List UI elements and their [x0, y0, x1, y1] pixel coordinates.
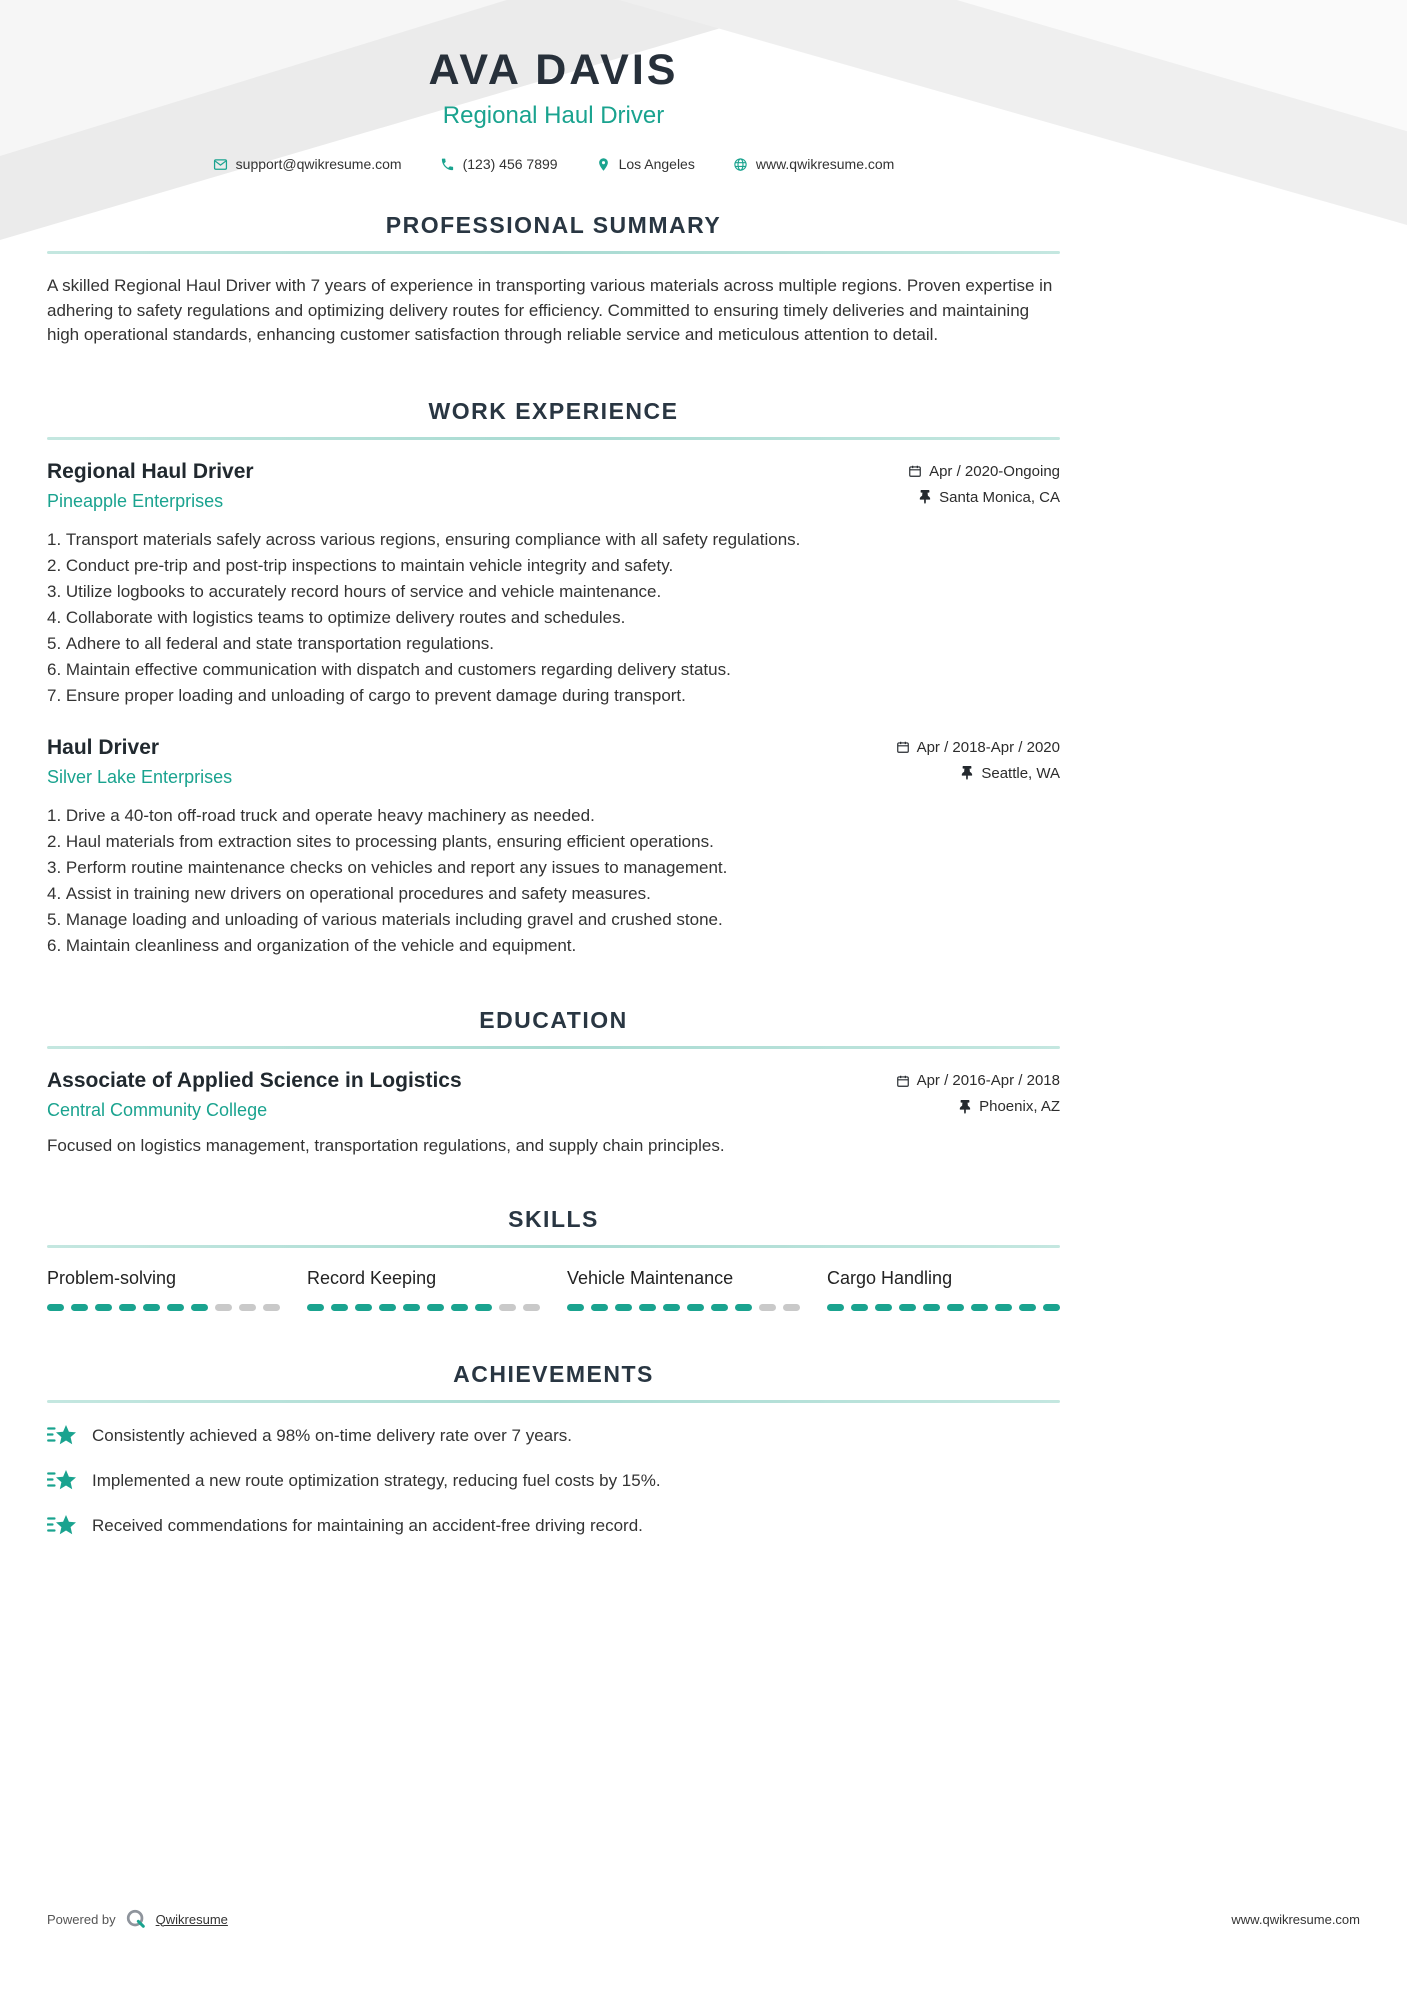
degree-title: Associate of Applied Science in Logistics [47, 1069, 462, 1093]
job-location [896, 765, 1060, 782]
shooting-star-icon [47, 1468, 77, 1493]
education-entry [47, 1069, 1060, 1156]
duty-list [47, 805, 1060, 958]
skill-bar-segment [735, 1304, 752, 1311]
skill-bar-segment [687, 1304, 704, 1311]
skill-bar-segment [783, 1304, 800, 1311]
section-divider [47, 251, 1060, 254]
duty-item: 1. Transport materials safely across various regions, ensuring compliance with all safety regulations. [47, 529, 1060, 551]
skill-bar-segment [355, 1304, 372, 1311]
skill-bar-segment [191, 1304, 208, 1311]
company-name: Silver Lake Enterprises [47, 766, 233, 787]
job-title-block [47, 736, 232, 788]
education-meta [896, 1069, 1060, 1124]
duty-item: 1. Drive a 40-ton off-road truck and operate heavy machinery as needed. [47, 805, 1060, 827]
skill-bar-segment [827, 1304, 844, 1311]
duty-item: 2. Conduct pre-trip and post-trip inspections to maintain vehicle integrity and safety. [47, 555, 1060, 577]
contact-phone [440, 156, 558, 172]
skill-bar-segment [475, 1304, 492, 1311]
skill-bar-segment [143, 1304, 160, 1311]
achievement-text: Implemented a new route optimization strategy, reducing fuel costs by 15%. [92, 1470, 661, 1490]
job-location-text: Santa Monica, CA [939, 488, 1060, 506]
page-footer [0, 1908, 1407, 1930]
education-title-block [47, 1069, 462, 1121]
skill-bar-segment [899, 1304, 916, 1311]
work-experience-heading: WORK EXPERIENCE [428, 397, 679, 424]
calendar-icon [896, 1074, 910, 1088]
skill-bar-segment [1019, 1304, 1036, 1311]
contact-email [213, 156, 402, 172]
pushpin-icon [918, 490, 932, 504]
duty-item: 4. Assist in training new drivers on operational procedures and safety measures. [47, 883, 1060, 905]
skill-bar-segment [451, 1304, 468, 1311]
job-meta [896, 736, 1060, 791]
section-divider [47, 1046, 1060, 1049]
skill-bar-segment [923, 1304, 940, 1311]
skill-bar-segment [523, 1304, 540, 1311]
skill-name: Problem-solving [47, 1268, 177, 1289]
section-education [47, 1007, 1060, 1156]
resume-content [47, 0, 1060, 1538]
skills-heading: SKILLS [508, 1206, 599, 1233]
shooting-star-icon [47, 1423, 77, 1448]
skill-bar-segment [947, 1304, 964, 1311]
summary-heading: PROFESSIONAL SUMMARY [385, 212, 722, 238]
duty-item: 3. Utilize logbooks to accurately record hours of service and vehicle maintenance. [47, 581, 1060, 603]
contact-phone-text: (123) 456 7899 [462, 156, 558, 172]
duty-item: 6. Maintain effective communication with dispatch and customers regarding delivery status. [47, 659, 1060, 681]
section-professional-summary [47, 212, 1060, 348]
footer-website: www.qwikresume.com [1231, 1911, 1360, 1927]
company-name: Pineapple Enterprises [47, 490, 224, 511]
resume-header [47, 46, 1060, 172]
skill-bar-segment [379, 1304, 396, 1311]
job-location-text: Seattle, WA [981, 764, 1060, 782]
education-dates [896, 1072, 1060, 1089]
achievement-item [47, 1468, 1060, 1493]
contact-location-text: Los Angeles [618, 156, 695, 172]
achievement-item [47, 1423, 1060, 1448]
education-location [896, 1098, 1060, 1115]
achievement-text: Received commendations for maintaining an accident-free driving record. [92, 1515, 643, 1535]
skill-bar-segment [995, 1304, 1012, 1311]
skills-grid [47, 1268, 1060, 1311]
skill-level-bar [827, 1304, 1060, 1311]
skill-bar-segment [759, 1304, 776, 1311]
skill-bar-segment [403, 1304, 420, 1311]
phone-icon [440, 157, 455, 172]
calendar-icon [908, 464, 922, 478]
duty-item: 4. Collaborate with logistics teams to optimize delivery routes and schedules. [47, 607, 1060, 629]
job-dates [896, 739, 1060, 756]
skill-bar-segment [851, 1304, 868, 1311]
job-dates [908, 463, 1060, 480]
skill-level-bar [47, 1304, 280, 1311]
job-title: Haul Driver [47, 735, 160, 759]
duty-list [47, 529, 1060, 708]
skill-bar-segment [711, 1304, 728, 1311]
powered-by-block [47, 1908, 228, 1930]
achievement-text: Consistently achieved a 98% on-time delivery rate over 7 years. [92, 1425, 573, 1445]
powered-by-label: Powered by [47, 1911, 116, 1927]
skill-bar-segment [615, 1304, 632, 1311]
qwikresume-link[interactable]: Qwikresume [155, 1911, 228, 1927]
job-entry [47, 460, 1060, 708]
duty-item: 2. Haul materials from extraction sites to processing plants, ensuring efficient operations. [47, 831, 1060, 853]
section-divider [47, 1400, 1060, 1403]
section-divider [47, 437, 1060, 440]
skill-bar-segment [331, 1304, 348, 1311]
contact-row [47, 156, 1060, 172]
job-meta [908, 460, 1060, 515]
skill-bar-segment [427, 1304, 444, 1311]
section-achievements [47, 1361, 1060, 1538]
summary-text: A skilled Regional Haul Driver with 7 years of experience in transporting various materials across multiple regions. Proven expertise in adhering to safety regulations and optimizing delivery routes for efficiency. Committed to ensuring timely deliveries and maintaining high operational standards, enhancing customer satisfaction through reliable service and meticulous attention to detail. [47, 276, 1053, 345]
job-dates-text: Apr / 2020-Ongoing [929, 462, 1060, 480]
section-work-experience [47, 398, 1060, 957]
contact-location [596, 156, 695, 172]
skill-vehicle-maintenance [567, 1268, 800, 1311]
skill-bar-segment [663, 1304, 680, 1311]
job-header [47, 736, 1060, 791]
skill-bar-segment [215, 1304, 232, 1311]
skill-bar-segment [875, 1304, 892, 1311]
education-heading: EDUCATION [479, 1007, 628, 1034]
skill-name: Cargo Handling [827, 1268, 953, 1289]
job-title-block [47, 460, 254, 512]
calendar-icon [896, 740, 910, 754]
education-header [47, 1069, 1060, 1124]
duty-item: 6. Maintain cleanliness and organization of the vehicle and equipment. [47, 935, 1060, 957]
skill-level-bar [567, 1304, 800, 1311]
skill-bar-segment [307, 1304, 324, 1311]
skill-name: Record Keeping [307, 1268, 437, 1289]
envelope-icon [213, 157, 228, 172]
qwikresume-logo [125, 1908, 147, 1930]
duty-item: 7. Ensure proper loading and unloading of cargo to prevent damage during transport. [47, 685, 1060, 707]
job-dates-text: Apr / 2018-Apr / 2020 [916, 738, 1060, 756]
skill-bar-segment [239, 1304, 256, 1311]
section-skills [47, 1206, 1060, 1311]
section-divider [47, 1245, 1060, 1248]
skill-bar-segment [95, 1304, 112, 1311]
skill-bar-segment [567, 1304, 584, 1311]
skill-level-bar [307, 1304, 540, 1311]
candidate-name: AVA DAVIS [428, 46, 679, 94]
achievements-heading: ACHIEVEMENTS [453, 1361, 654, 1388]
skill-problem-solving [47, 1268, 280, 1311]
skill-bar-segment [591, 1304, 608, 1311]
skill-bar-segment [119, 1304, 136, 1311]
shooting-star-icon [47, 1513, 77, 1538]
duty-item: 5. Adhere to all federal and state transportation regulations. [47, 633, 1060, 655]
education-location-text: Phoenix, AZ [979, 1098, 1060, 1116]
job-title: Regional Haul Driver [47, 459, 254, 483]
achievement-item [47, 1513, 1060, 1538]
job-header [47, 460, 1060, 515]
skill-bar-segment [47, 1304, 64, 1311]
education-description: Focused on logistics management, transportation regulations, and supply chain principles. [47, 1136, 725, 1156]
skill-bar-segment [971, 1304, 988, 1311]
globe-icon [733, 157, 748, 172]
contact-email-text: support@qwikresume.com [235, 156, 402, 172]
duty-item: 3. Perform routine maintenance checks on vehicles and report any issues to management. [47, 857, 1060, 879]
skill-bar-segment [1043, 1304, 1060, 1311]
pushpin-icon [960, 766, 974, 780]
skill-name: Vehicle Maintenance [567, 1268, 734, 1289]
school-name: Central Community College [47, 1100, 268, 1121]
skill-cargo-handling [827, 1268, 1060, 1311]
skill-bar-segment [71, 1304, 88, 1311]
contact-website-text: www.qwikresume.com [755, 156, 895, 172]
duty-item: 5. Manage loading and unloading of various materials including gravel and crushed stone. [47, 909, 1060, 931]
location-pin-icon [596, 157, 611, 172]
pushpin-icon [958, 1100, 972, 1114]
contact-website [733, 156, 894, 172]
candidate-job-title: Regional Haul Driver [442, 102, 665, 129]
job-entry [47, 736, 1060, 958]
skill-bar-segment [263, 1304, 280, 1311]
education-dates-text: Apr / 2016-Apr / 2018 [916, 1072, 1060, 1090]
skill-record-keeping [307, 1268, 540, 1311]
skill-bar-segment [167, 1304, 184, 1311]
job-location [908, 489, 1060, 506]
skill-bar-segment [639, 1304, 656, 1311]
skill-bar-segment [499, 1304, 516, 1311]
